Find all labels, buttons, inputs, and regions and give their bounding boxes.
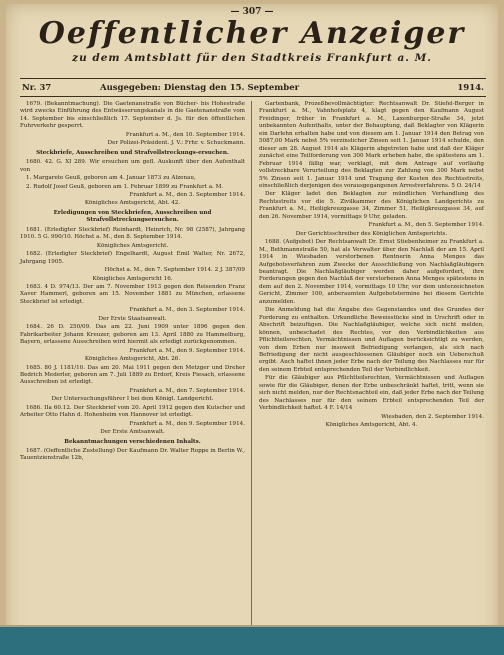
notice-paragraph: 1684. 26 D. 250/09. Das am 22. Juni 1909 unter 1896 gegen den Fabrikarbeiter Johann Kreuzer, geboren am 13. April 1880 zu Hammelburg, Bayern, erlassene Ausschreiben wird hiermit als erledigt zurückgenommen. <box>20 324 245 346</box>
newspaper-page <box>6 4 498 649</box>
notice-paragraph: 1681. (Erledigter Steckbrief) Reinhardt, Heinrich, Nr. 98 (2587), Jahrgang 1910. 5 G. 990/10. Höchst a. M., den 8. September 1914. <box>20 226 245 241</box>
column-divider <box>251 101 252 631</box>
notice-paragraph: Wiesbaden, den 2. September 1914. <box>381 413 484 420</box>
divider-bottom <box>20 96 486 97</box>
notice-paragraph: Frankfurt a. M., den 7. September 1914. <box>129 387 245 394</box>
issue-number: Nr. 37 <box>22 83 52 93</box>
section-heading: Bekanntmachungen verschiedenen Inhalts. <box>64 438 201 445</box>
notice-paragraph: 1686. IIa 60.12. Der Steckbrief vom 20. April 1912 gegen den Kutscher und Arbeiter Otto Hahn d. Hohenheim von Hannover ist erledigt. <box>20 404 245 419</box>
notice-paragraph: Der Polizei-Präsident. J. V.: Frhr. v. Schuckmann. <box>107 140 245 147</box>
notice-paragraph: 1680. 42. G. XI 289. Wir ersuchen um gefl. Auskunft über den Aufenthalt von <box>20 159 245 173</box>
notice-paragraph: Königliches Amtsgericht, Abt. 4. <box>325 422 418 429</box>
section-heading: Erledigungen von Steckbriefen, Ausschreiben und Strafvollstreckungsersuchen. <box>53 209 212 224</box>
notice-paragraph: Frankfurt a. M., den 9. September 1914. <box>129 347 245 354</box>
divider-top <box>20 78 486 79</box>
notice-paragraph: Frankfurt a. M., den 10. September 1914. <box>125 131 245 138</box>
notice-paragraph: Frankfurt a. M., den 9. September 1914. <box>129 420 245 427</box>
notice-paragraph: Frankfurt a. M., den 5. September 1914. <box>368 222 484 229</box>
page-number: — 307 — <box>230 7 274 17</box>
notice-paragraph: 1683. 4 D. 974/13. Der am 7. November 1913 gegen den Reisenden Franz Xaver Hammerl, geboren am 15. November 1881 zu München, erlassene Steckbrief ist erledigt. <box>20 283 245 305</box>
notice-paragraph: 1685. 80 J. 1181/10. Das am 20. Mai 1911 gegen den Metzger und Dreher Bedrich Mederler, geboren am 7. Juli 1889 zu Erdorf, Kreis Fiesach, erlassene Ausschreiben ist erledigt. <box>20 364 245 386</box>
notice-paragraph: 1688. (Aufgebot) Der Rechtsanwalt Dr. Ernst Stiebenheimer zu Frankfurt a. M., Bethmannstraße 50, hat als Verwalter über den Nachlaß der am 15. April 1914 in Wiesbaden verstorbenen Rentnerin Anna Menges das Aufgebotsverfahren zum Zwecke der Ausschließung von Nachlaßgläubigern beantragt. Die Nachlaßgläubiger werden daher aufgefordert, ihre Forderungen gegen den Nachlaß der verstorbenen Anna Menges spätestens in dem auf den 2. November 1914, vormittags 10 Uhr, vor dem unterzeichneten Gericht, Zimmer 100, anberaumten Aufgebotstermine bei diesem Gerichte anzumelden. <box>259 239 484 305</box>
notice-paragraph: Der Untersuchungsführer I bei dem Königl. Landgericht. <box>51 396 214 403</box>
notice-paragraph: 1. Margarete Geuß, geboren am 4. Januar 1873 zu Alzenau, <box>26 175 196 182</box>
notice-paragraph: Königliches Amtsgericht 16. <box>92 275 173 282</box>
notice-paragraph: Königliches Amtsgericht, Abt. 26. <box>84 356 181 363</box>
issue-date: Ausgegeben: Dienstag den 15. September <box>100 83 300 93</box>
notice-paragraph: Frankfurt a. M., den 3. September 1914. <box>129 307 245 314</box>
notice-paragraph: Königliches Amtsgericht. <box>96 242 169 249</box>
notice-paragraph: Die Anmeldung hat die Angabe des Gegenstandes und des Grundes der Forderung zu enthalten. Urkundliche Beweisstücke sind in Urschrift oder in Abschrift beizufügen. Die Nachlaßgläubiger, welche sich nicht melden, können, unbeschadet des Rechtes, vor den Verbindlichkeiten aus Pflichtteilsrechten, Vermächtnissen und Auflagen berücksichtigt zu werden, von dem Erben nur insoweit Befriedigung verlangen, als sich nach Befriedigung der nicht ausgeschlossenen Gläubiger noch ein Ueberschuß ergibt. Auch haftet ihnen jeder Erbe nach der Teilung des Nachlasses nur für den seinem Erbteil entsprechenden Teil der Verbindlichkeit. <box>259 307 484 373</box>
notice-paragraph: Der Erste Amtsanwalt. <box>100 429 165 436</box>
notice-paragraph: Der Gerichtsschreiber des Königlichen Amtsgerichts. <box>295 230 448 237</box>
notice-paragraph: Für die Gläubiger aus Pflichtteilsrechten, Vermächtnissen und Auflagen sowie für die Gläubiger, denen der Erbe unbeschränkt haftet, tritt, wenn sie sich nicht melden, nur der Rechtsnachteil ein, daß jeder Erbe nach der Teilung des Nachlasses nur für den seinem Erbteil entsprechenden Teil der Verbindlichkeit haftet. 4 F. 14/14 <box>259 375 485 412</box>
masthead-title: Oeffentlicher Anzeiger <box>38 16 466 51</box>
background-surface <box>0 627 504 655</box>
section-heading: Steckbriefe, Ausschreiben und Strafvollstreckungs-ersuchen. <box>36 149 229 156</box>
notice-paragraph: 1679. (Bekanntmachung). Die Gaetenanstraße von Bücher- bis Hohestraße wird zwecks Einführung des Entwässerungskanals in die Gaetenanstraße vom 14. September bis einschließlich 17. September d. Js. für den öffentlichen Fuhrverkehr gesperrt. <box>20 101 245 130</box>
left-column <box>20 101 245 464</box>
notice-paragraph: Der Kläger ladet den Beklagten zur mündlichen Verhandlung des Rechtsstreits vor die 5. Zivilkammer des Königlichen Landgerichts zu Frankfurt a. M., Heiligkreuzgasse 34, Zimmer 51, Heiligkreuzgasse 34, auf den 26. November 1914, vormittags 9 Uhr, geladen. <box>259 191 484 220</box>
right-column <box>259 101 484 430</box>
notice-paragraph: 1687. (Oeffentliche Zustellung) Der Kaufmann Dr. Walter Roppe in Berlin W., Tauentzienstraße 12b, <box>20 448 245 462</box>
issue-year: 1914. <box>457 83 484 93</box>
notice-paragraph: 1682. (Erledigter Steckbrief) Engelhardt, August Emil Walter, Nr. 2672, Jahrgang 1905. <box>20 251 245 265</box>
notice-paragraph: 2. Rudolf Josef Geuß, geboren am 1. Februar 1899 zu Frankfurt a. M. <box>26 183 224 190</box>
notice-paragraph: Gartenbank, Prozeßbevollmächtigter: Rechtsanwalt Dr. Stiefel-Berger in Frankfurt a. M., Vahnhofsplatz 4, klagt gegen den Kaufmann August Freidinger, früher in Frankfurt a. M., Laxenburger-Straße 34, jetzt unbekannten Aufenthalts, unter der Behauptung, daß Beklagter von Klägerin ein Darlehn erhalten habe und von diesem am 1. Januar 1914 den Betrag von 5087,00 Mark nebst 5% verzinslicher Zinsen seit 1. Januar 1914 schulde, den dieser am 28. August 1914 als Klägerin abgetreten habe und daß der Kläger zunächst eine Teilforderung von 300 Mark erheben habe, die spätestens am 1. Februar 1914 fällig war, verklagt, mit dem Antrage auf vorläufig vollstreckbare Verurteilung des Beklagten zur Zahlung von 300 Mark nebst 5% Zinsen seit 1. Januar 1914 und Tragung der Kosten des Rechtsstreits, einschließlich derjenigen des vorausgegangenen Arrestverfahrens. 5 O. 24/14 <box>259 101 484 189</box>
notice-paragraph: Der Erste Staatsanwalt. <box>98 315 167 322</box>
notice-paragraph: Königliches Amtsgericht, Abt. 42. <box>84 200 181 207</box>
masthead-subtitle: zu dem Amtsblatt für den Stadtkreis Frankfurt a. M. <box>72 52 432 64</box>
notice-paragraph: Frankfurt a. M., den 3. September 1914. <box>129 191 245 198</box>
notice-paragraph: Höchst a. M., den 7. September 1914. 2 J. 387/09 <box>104 267 245 274</box>
